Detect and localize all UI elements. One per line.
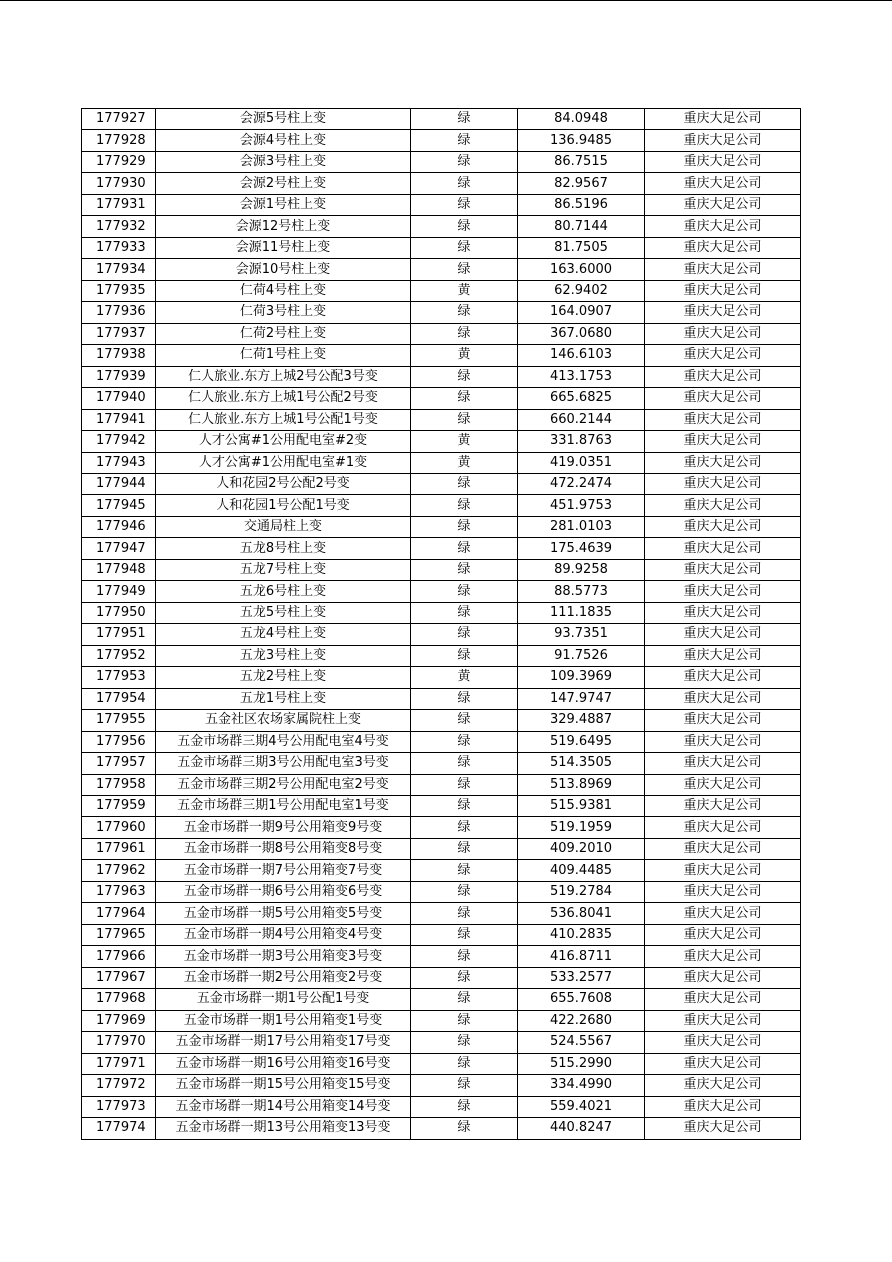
table-row bbox=[82, 581, 801, 602]
value-cell: 109.3969 bbox=[518, 667, 645, 688]
company-cell: 重庆大足公司 bbox=[645, 753, 801, 774]
status-color-cell: 绿 bbox=[411, 559, 518, 580]
company-cell: 重庆大足公司 bbox=[645, 345, 801, 366]
status-color-cell: 绿 bbox=[411, 903, 518, 924]
status-color-cell: 绿 bbox=[411, 624, 518, 645]
value-cell: 655.7608 bbox=[518, 989, 645, 1010]
company-cell: 重庆大足公司 bbox=[645, 130, 801, 151]
transformer-name-cell: 人和花园1号公配1号变 bbox=[156, 495, 411, 516]
table-row bbox=[82, 774, 801, 795]
transformer-name-cell: 五金市场群一期15号公用箱变15号变 bbox=[156, 1075, 411, 1096]
row-id-cell: 177973 bbox=[82, 1096, 156, 1117]
table-row bbox=[82, 516, 801, 537]
table-row bbox=[82, 151, 801, 172]
company-cell: 重庆大足公司 bbox=[645, 109, 801, 130]
table-row bbox=[82, 194, 801, 215]
transformer-name-cell: 五金市场群三期3号公用配电室3号变 bbox=[156, 753, 411, 774]
row-id-cell: 177927 bbox=[82, 109, 156, 130]
company-cell: 重庆大足公司 bbox=[645, 967, 801, 988]
company-cell: 重庆大足公司 bbox=[645, 366, 801, 387]
company-cell: 重庆大足公司 bbox=[645, 280, 801, 301]
company-cell: 重庆大足公司 bbox=[645, 946, 801, 967]
company-cell: 重庆大足公司 bbox=[645, 881, 801, 902]
value-cell: 111.1835 bbox=[518, 602, 645, 623]
status-color-cell: 绿 bbox=[411, 946, 518, 967]
row-id-cell: 177939 bbox=[82, 366, 156, 387]
status-color-cell: 黄 bbox=[411, 431, 518, 452]
table-row bbox=[82, 409, 801, 430]
value-cell: 81.7505 bbox=[518, 237, 645, 258]
table-row bbox=[82, 452, 801, 473]
table-row bbox=[82, 796, 801, 817]
row-id-cell: 177942 bbox=[82, 431, 156, 452]
status-color-cell: 绿 bbox=[411, 967, 518, 988]
transformer-name-cell: 交通局柱上变 bbox=[156, 516, 411, 537]
company-cell: 重庆大足公司 bbox=[645, 495, 801, 516]
value-cell: 331.8763 bbox=[518, 431, 645, 452]
value-cell: 416.8711 bbox=[518, 946, 645, 967]
transformer-name-cell: 仁荷3号柱上变 bbox=[156, 302, 411, 323]
value-cell: 440.8247 bbox=[518, 1118, 645, 1139]
row-id-cell: 177960 bbox=[82, 817, 156, 838]
value-cell: 413.1753 bbox=[518, 366, 645, 387]
transformer-name-cell: 五龙6号柱上变 bbox=[156, 581, 411, 602]
status-color-cell: 绿 bbox=[411, 173, 518, 194]
transformer-name-cell: 人才公寓#1公用配电室#1变 bbox=[156, 452, 411, 473]
value-cell: 519.2784 bbox=[518, 881, 645, 902]
company-cell: 重庆大足公司 bbox=[645, 473, 801, 494]
status-color-cell: 绿 bbox=[411, 838, 518, 859]
table-row bbox=[82, 280, 801, 301]
value-cell: 84.0948 bbox=[518, 109, 645, 130]
value-cell: 281.0103 bbox=[518, 516, 645, 537]
table-row bbox=[82, 688, 801, 709]
transformer-name-cell: 五金市场群一期8号公用箱变8号变 bbox=[156, 838, 411, 859]
value-cell: 524.5567 bbox=[518, 1032, 645, 1053]
row-id-cell: 177946 bbox=[82, 516, 156, 537]
value-cell: 519.1959 bbox=[518, 817, 645, 838]
table-row bbox=[82, 559, 801, 580]
value-cell: 533.2577 bbox=[518, 967, 645, 988]
row-id-cell: 177953 bbox=[82, 667, 156, 688]
transformer-name-cell: 五金市场群一期13号公用箱变13号变 bbox=[156, 1118, 411, 1139]
status-color-cell: 绿 bbox=[411, 109, 518, 130]
status-color-cell: 绿 bbox=[411, 366, 518, 387]
row-id-cell: 177968 bbox=[82, 989, 156, 1010]
transformer-name-cell: 会源11号柱上变 bbox=[156, 237, 411, 258]
table-row bbox=[82, 538, 801, 559]
row-id-cell: 177940 bbox=[82, 388, 156, 409]
row-id-cell: 177951 bbox=[82, 624, 156, 645]
value-cell: 409.2010 bbox=[518, 838, 645, 859]
status-color-cell: 绿 bbox=[411, 130, 518, 151]
company-cell: 重庆大足公司 bbox=[645, 388, 801, 409]
status-color-cell: 绿 bbox=[411, 516, 518, 537]
row-id-cell: 177934 bbox=[82, 259, 156, 280]
company-cell: 重庆大足公司 bbox=[645, 667, 801, 688]
value-cell: 86.5196 bbox=[518, 194, 645, 215]
row-id-cell: 177954 bbox=[82, 688, 156, 709]
status-color-cell: 绿 bbox=[411, 881, 518, 902]
company-cell: 重庆大足公司 bbox=[645, 151, 801, 172]
transformer-name-cell: 仁荷1号柱上变 bbox=[156, 345, 411, 366]
status-color-cell: 黄 bbox=[411, 667, 518, 688]
transformer-name-cell: 五金市场群一期1号公用箱变1号变 bbox=[156, 1010, 411, 1031]
transformer-name-cell: 五金市场群一期3号公用箱变3号变 bbox=[156, 946, 411, 967]
transformer-name-cell: 五金社区农场家属院柱上变 bbox=[156, 710, 411, 731]
company-cell: 重庆大足公司 bbox=[645, 323, 801, 344]
value-cell: 329.4887 bbox=[518, 710, 645, 731]
status-color-cell: 绿 bbox=[411, 473, 518, 494]
transformer-name-cell: 五金市场群一期1号公配1号变 bbox=[156, 989, 411, 1010]
value-cell: 422.2680 bbox=[518, 1010, 645, 1031]
value-cell: 419.0351 bbox=[518, 452, 645, 473]
value-cell: 665.6825 bbox=[518, 388, 645, 409]
row-id-cell: 177944 bbox=[82, 473, 156, 494]
transformer-name-cell: 仁荷2号柱上变 bbox=[156, 323, 411, 344]
value-cell: 515.9381 bbox=[518, 796, 645, 817]
value-cell: 89.9258 bbox=[518, 559, 645, 580]
transformer-name-cell: 会源10号柱上变 bbox=[156, 259, 411, 280]
company-cell: 重庆大足公司 bbox=[645, 924, 801, 945]
company-cell: 重庆大足公司 bbox=[645, 645, 801, 666]
table-row bbox=[82, 924, 801, 945]
table-row bbox=[82, 667, 801, 688]
transformer-name-cell: 五龙3号柱上变 bbox=[156, 645, 411, 666]
company-cell: 重庆大足公司 bbox=[645, 989, 801, 1010]
table-row bbox=[82, 259, 801, 280]
row-id-cell: 177970 bbox=[82, 1032, 156, 1053]
row-id-cell: 177957 bbox=[82, 753, 156, 774]
transformer-name-cell: 仁荷4号柱上变 bbox=[156, 280, 411, 301]
status-color-cell: 绿 bbox=[411, 1075, 518, 1096]
row-id-cell: 177932 bbox=[82, 216, 156, 237]
transformer-name-cell: 会源12号柱上变 bbox=[156, 216, 411, 237]
value-cell: 451.9753 bbox=[518, 495, 645, 516]
page-top-border bbox=[0, 0, 892, 1]
company-cell: 重庆大足公司 bbox=[645, 538, 801, 559]
transformer-table bbox=[81, 108, 801, 1140]
table-row bbox=[82, 881, 801, 902]
status-color-cell: 绿 bbox=[411, 237, 518, 258]
row-id-cell: 177974 bbox=[82, 1118, 156, 1139]
value-cell: 559.4021 bbox=[518, 1096, 645, 1117]
status-color-cell: 绿 bbox=[411, 1053, 518, 1074]
company-cell: 重庆大足公司 bbox=[645, 1053, 801, 1074]
status-color-cell: 绿 bbox=[411, 645, 518, 666]
company-cell: 重庆大足公司 bbox=[645, 1118, 801, 1139]
status-color-cell: 绿 bbox=[411, 388, 518, 409]
status-color-cell: 绿 bbox=[411, 1118, 518, 1139]
row-id-cell: 177956 bbox=[82, 731, 156, 752]
company-cell: 重庆大足公司 bbox=[645, 452, 801, 473]
value-cell: 536.8041 bbox=[518, 903, 645, 924]
status-color-cell: 绿 bbox=[411, 710, 518, 731]
status-color-cell: 绿 bbox=[411, 1032, 518, 1053]
transformer-name-cell: 五龙4号柱上变 bbox=[156, 624, 411, 645]
transformer-name-cell: 五龙5号柱上变 bbox=[156, 602, 411, 623]
status-color-cell: 绿 bbox=[411, 151, 518, 172]
company-cell: 重庆大足公司 bbox=[645, 173, 801, 194]
table-row bbox=[82, 753, 801, 774]
row-id-cell: 177935 bbox=[82, 280, 156, 301]
table-row bbox=[82, 710, 801, 731]
company-cell: 重庆大足公司 bbox=[645, 259, 801, 280]
status-color-cell: 绿 bbox=[411, 323, 518, 344]
value-cell: 334.4990 bbox=[518, 1075, 645, 1096]
row-id-cell: 177948 bbox=[82, 559, 156, 580]
row-id-cell: 177945 bbox=[82, 495, 156, 516]
table-row bbox=[82, 345, 801, 366]
transformer-name-cell: 人和花园2号公配2号变 bbox=[156, 473, 411, 494]
company-cell: 重庆大足公司 bbox=[645, 774, 801, 795]
company-cell: 重庆大足公司 bbox=[645, 431, 801, 452]
status-color-cell: 绿 bbox=[411, 860, 518, 881]
table-row bbox=[82, 323, 801, 344]
row-id-cell: 177966 bbox=[82, 946, 156, 967]
company-cell: 重庆大足公司 bbox=[645, 838, 801, 859]
table-row bbox=[82, 817, 801, 838]
table-row bbox=[82, 967, 801, 988]
value-cell: 91.7526 bbox=[518, 645, 645, 666]
table-row bbox=[82, 1096, 801, 1117]
company-cell: 重庆大足公司 bbox=[645, 516, 801, 537]
table-row bbox=[82, 431, 801, 452]
row-id-cell: 177949 bbox=[82, 581, 156, 602]
company-cell: 重庆大足公司 bbox=[645, 409, 801, 430]
row-id-cell: 177931 bbox=[82, 194, 156, 215]
table-row bbox=[82, 860, 801, 881]
transformer-name-cell: 五金市场群三期1号公用配电室1号变 bbox=[156, 796, 411, 817]
transformer-name-cell: 五金市场群一期9号公用箱变9号变 bbox=[156, 817, 411, 838]
company-cell: 重庆大足公司 bbox=[645, 581, 801, 602]
company-cell: 重庆大足公司 bbox=[645, 302, 801, 323]
value-cell: 367.0680 bbox=[518, 323, 645, 344]
row-id-cell: 177963 bbox=[82, 881, 156, 902]
row-id-cell: 177962 bbox=[82, 860, 156, 881]
table-row bbox=[82, 903, 801, 924]
company-cell: 重庆大足公司 bbox=[645, 559, 801, 580]
table-row bbox=[82, 989, 801, 1010]
company-cell: 重庆大足公司 bbox=[645, 860, 801, 881]
company-cell: 重庆大足公司 bbox=[645, 602, 801, 623]
row-id-cell: 177928 bbox=[82, 130, 156, 151]
company-cell: 重庆大足公司 bbox=[645, 1096, 801, 1117]
transformer-name-cell: 会源4号柱上变 bbox=[156, 130, 411, 151]
table-row bbox=[82, 624, 801, 645]
table-body bbox=[82, 109, 801, 1140]
table-row bbox=[82, 237, 801, 258]
table-row bbox=[82, 495, 801, 516]
transformer-name-cell: 五金市场群一期14号公用箱变14号变 bbox=[156, 1096, 411, 1117]
company-cell: 重庆大足公司 bbox=[645, 216, 801, 237]
row-id-cell: 177929 bbox=[82, 151, 156, 172]
value-cell: 514.3505 bbox=[518, 753, 645, 774]
transformer-name-cell: 会源3号柱上变 bbox=[156, 151, 411, 172]
value-cell: 410.2835 bbox=[518, 924, 645, 945]
transformer-name-cell: 五金市场群一期16号公用箱变16号变 bbox=[156, 1053, 411, 1074]
status-color-cell: 绿 bbox=[411, 538, 518, 559]
transformer-name-cell: 五金市场群三期4号公用配电室4号变 bbox=[156, 731, 411, 752]
table-row bbox=[82, 302, 801, 323]
value-cell: 472.2474 bbox=[518, 473, 645, 494]
row-id-cell: 177971 bbox=[82, 1053, 156, 1074]
table-row bbox=[82, 1118, 801, 1139]
value-cell: 62.9402 bbox=[518, 280, 645, 301]
transformer-name-cell: 人才公寓#1公用配电室#2变 bbox=[156, 431, 411, 452]
transformer-name-cell: 五龙2号柱上变 bbox=[156, 667, 411, 688]
transformer-name-cell: 五龙8号柱上变 bbox=[156, 538, 411, 559]
row-id-cell: 177943 bbox=[82, 452, 156, 473]
status-color-cell: 绿 bbox=[411, 753, 518, 774]
row-id-cell: 177955 bbox=[82, 710, 156, 731]
status-color-cell: 绿 bbox=[411, 1010, 518, 1031]
table-row bbox=[82, 645, 801, 666]
value-cell: 513.8969 bbox=[518, 774, 645, 795]
table-row bbox=[82, 216, 801, 237]
company-cell: 重庆大足公司 bbox=[645, 237, 801, 258]
table-row bbox=[82, 838, 801, 859]
value-cell: 93.7351 bbox=[518, 624, 645, 645]
value-cell: 147.9747 bbox=[518, 688, 645, 709]
company-cell: 重庆大足公司 bbox=[645, 1010, 801, 1031]
status-color-cell: 绿 bbox=[411, 259, 518, 280]
row-id-cell: 177967 bbox=[82, 967, 156, 988]
company-cell: 重庆大足公司 bbox=[645, 194, 801, 215]
transformer-name-cell: 仁人旅业.东方上城2号公配3号变 bbox=[156, 366, 411, 387]
transformer-name-cell: 五龙7号柱上变 bbox=[156, 559, 411, 580]
row-id-cell: 177959 bbox=[82, 796, 156, 817]
row-id-cell: 177933 bbox=[82, 237, 156, 258]
company-cell: 重庆大足公司 bbox=[645, 1032, 801, 1053]
value-cell: 146.6103 bbox=[518, 345, 645, 366]
transformer-name-cell: 会源1号柱上变 bbox=[156, 194, 411, 215]
row-id-cell: 177958 bbox=[82, 774, 156, 795]
transformer-name-cell: 五龙1号柱上变 bbox=[156, 688, 411, 709]
status-color-cell: 绿 bbox=[411, 817, 518, 838]
company-cell: 重庆大足公司 bbox=[645, 903, 801, 924]
status-color-cell: 绿 bbox=[411, 409, 518, 430]
table-row bbox=[82, 602, 801, 623]
row-id-cell: 177947 bbox=[82, 538, 156, 559]
row-id-cell: 177964 bbox=[82, 903, 156, 924]
table-row bbox=[82, 366, 801, 387]
value-cell: 515.2990 bbox=[518, 1053, 645, 1074]
row-id-cell: 177950 bbox=[82, 602, 156, 623]
row-id-cell: 177936 bbox=[82, 302, 156, 323]
table-row bbox=[82, 473, 801, 494]
status-color-cell: 绿 bbox=[411, 731, 518, 752]
transformer-name-cell: 五金市场群一期2号公用箱变2号变 bbox=[156, 967, 411, 988]
company-cell: 重庆大足公司 bbox=[645, 817, 801, 838]
table-row bbox=[82, 731, 801, 752]
company-cell: 重庆大足公司 bbox=[645, 688, 801, 709]
value-cell: 86.7515 bbox=[518, 151, 645, 172]
transformer-name-cell: 会源5号柱上变 bbox=[156, 109, 411, 130]
value-cell: 175.4639 bbox=[518, 538, 645, 559]
value-cell: 519.6495 bbox=[518, 731, 645, 752]
value-cell: 136.9485 bbox=[518, 130, 645, 151]
row-id-cell: 177952 bbox=[82, 645, 156, 666]
value-cell: 164.0907 bbox=[518, 302, 645, 323]
transformer-name-cell: 五金市场群一期4号公用箱变4号变 bbox=[156, 924, 411, 945]
status-color-cell: 绿 bbox=[411, 495, 518, 516]
table-row bbox=[82, 388, 801, 409]
status-color-cell: 绿 bbox=[411, 581, 518, 602]
company-cell: 重庆大足公司 bbox=[645, 1075, 801, 1096]
value-cell: 660.2144 bbox=[518, 409, 645, 430]
row-id-cell: 177937 bbox=[82, 323, 156, 344]
status-color-cell: 黄 bbox=[411, 345, 518, 366]
row-id-cell: 177941 bbox=[82, 409, 156, 430]
status-color-cell: 黄 bbox=[411, 452, 518, 473]
value-cell: 163.6000 bbox=[518, 259, 645, 280]
transformer-name-cell: 五金市场群一期7号公用箱变7号变 bbox=[156, 860, 411, 881]
table-row bbox=[82, 1053, 801, 1074]
company-cell: 重庆大足公司 bbox=[645, 624, 801, 645]
table-row bbox=[82, 173, 801, 194]
status-color-cell: 绿 bbox=[411, 194, 518, 215]
table-row bbox=[82, 1010, 801, 1031]
transformer-name-cell: 五金市场群一期6号公用箱变6号变 bbox=[156, 881, 411, 902]
row-id-cell: 177972 bbox=[82, 1075, 156, 1096]
status-color-cell: 绿 bbox=[411, 924, 518, 945]
transformer-name-cell: 五金市场群一期17号公用箱变17号变 bbox=[156, 1032, 411, 1053]
transformer-name-cell: 仁人旅业.东方上城1号公配2号变 bbox=[156, 388, 411, 409]
status-color-cell: 绿 bbox=[411, 989, 518, 1010]
value-cell: 409.4485 bbox=[518, 860, 645, 881]
status-color-cell: 绿 bbox=[411, 602, 518, 623]
status-color-cell: 绿 bbox=[411, 774, 518, 795]
row-id-cell: 177961 bbox=[82, 838, 156, 859]
row-id-cell: 177930 bbox=[82, 173, 156, 194]
transformer-name-cell: 仁人旅业.东方上城1号公配1号变 bbox=[156, 409, 411, 430]
transformer-name-cell: 五金市场群三期2号公用配电室2号变 bbox=[156, 774, 411, 795]
value-cell: 80.7144 bbox=[518, 216, 645, 237]
row-id-cell: 177965 bbox=[82, 924, 156, 945]
table-row bbox=[82, 946, 801, 967]
status-color-cell: 绿 bbox=[411, 1096, 518, 1117]
value-cell: 82.9567 bbox=[518, 173, 645, 194]
company-cell: 重庆大足公司 bbox=[645, 731, 801, 752]
value-cell: 88.5773 bbox=[518, 581, 645, 602]
table-row bbox=[82, 109, 801, 130]
status-color-cell: 黄 bbox=[411, 280, 518, 301]
table-row bbox=[82, 1032, 801, 1053]
company-cell: 重庆大足公司 bbox=[645, 710, 801, 731]
transformer-name-cell: 会源2号柱上变 bbox=[156, 173, 411, 194]
status-color-cell: 绿 bbox=[411, 796, 518, 817]
status-color-cell: 绿 bbox=[411, 302, 518, 323]
table-row bbox=[82, 130, 801, 151]
table-row bbox=[82, 1075, 801, 1096]
row-id-cell: 177938 bbox=[82, 345, 156, 366]
transformer-name-cell: 五金市场群一期5号公用箱变5号变 bbox=[156, 903, 411, 924]
status-color-cell: 绿 bbox=[411, 216, 518, 237]
status-color-cell: 绿 bbox=[411, 688, 518, 709]
company-cell: 重庆大足公司 bbox=[645, 796, 801, 817]
row-id-cell: 177969 bbox=[82, 1010, 156, 1031]
